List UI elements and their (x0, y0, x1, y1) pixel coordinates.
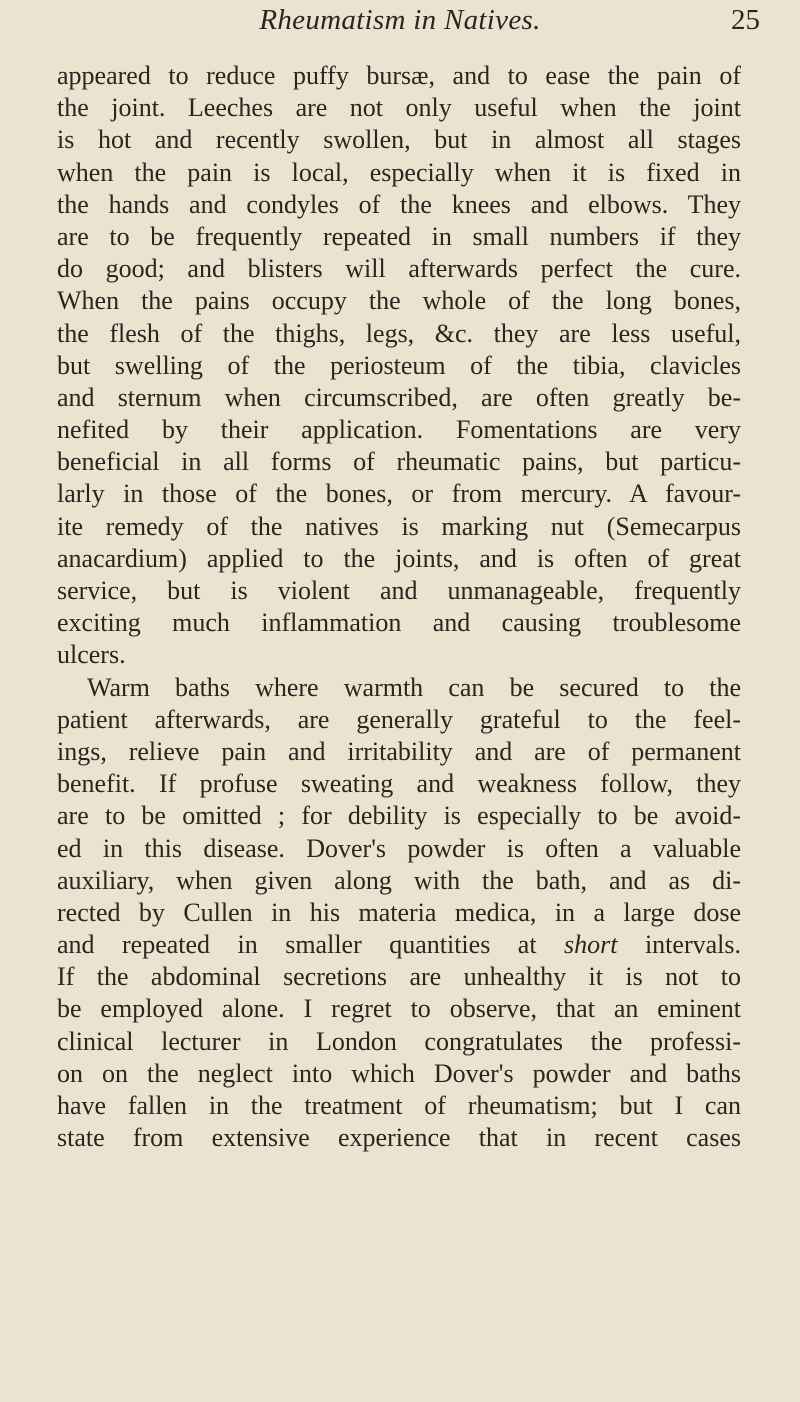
text-line: rected by Cullen in his materia medica, in a large dose (57, 897, 741, 927)
text-line: is hot and recently swollen, but in almost all stages (57, 125, 741, 155)
text-line: When the pains occupy the whole of the long bones, (57, 286, 741, 316)
text-line: and repeated in smaller quantities at short intervals. (57, 930, 741, 960)
emphasis-word: short (564, 930, 618, 960)
body-text (57, 60, 741, 1154)
text-line: state from extensive experience that in recent cases (57, 1123, 741, 1153)
running-head (0, 4, 800, 54)
text-line: benefit. If profuse sweating and weakness follow, they (57, 769, 741, 799)
text-line: do good; and blisters will afterwards perfect the cure. (57, 254, 741, 284)
text-line: be employed alone. I regret to observe, that an eminent (57, 994, 741, 1024)
text-line: ulcers. (57, 640, 126, 670)
text-line: and sternum when circumscribed, are often greatly be- (57, 382, 741, 412)
text-line: when the pain is local, especially when it is fixed in (57, 157, 741, 187)
paragraph-2 (57, 672, 741, 1155)
text-line: the flesh of the thighs, legs, &c. they are less useful, (57, 318, 741, 348)
text-line: clinical lecturer in London congratulates the professi- (57, 1026, 741, 1056)
text-line: ite remedy of the natives is marking nut (Semecarpus (57, 511, 741, 541)
text-line: the hands and condyles of the knees and elbows. They (57, 189, 741, 219)
text-line: nefited by their application. Fomentations are very (57, 415, 741, 445)
running-title: Rheumatism in Natives. (259, 4, 541, 36)
text-line: have fallen in the treatment of rheumatism; but I can (57, 1091, 741, 1120)
text-line: larly in those of the bones, or from mercury. A favour- (57, 479, 741, 509)
paragraph-1 (57, 60, 741, 672)
text-line: beneficial in all forms of rheumatic pains, but particu- (57, 447, 741, 477)
text-line: exciting much inflammation and causing troublesome (57, 608, 741, 638)
text-line: are to be frequently repeated in small numbers if they (57, 221, 741, 251)
page-number: 25 (731, 4, 760, 36)
text-line: the joint. Leeches are not only useful when the joint (57, 93, 741, 123)
text-line: service, but is violent and unmanageable, frequently (57, 576, 741, 605)
text-line: ings, relieve pain and irritability and are of permanent (57, 736, 741, 766)
text-line: are to be omitted ; for debility is especially to be avoid- (57, 801, 741, 831)
text-line: but swelling of the periosteum of the tibia, clavicles (57, 350, 741, 380)
text-line: If the abdominal secretions are unhealthy it is not to (57, 962, 741, 992)
text-line: ed in this disease. Dover's powder is often a valuable (57, 833, 741, 863)
text-line: anacardium) applied to the joints, and is often of great (57, 543, 741, 573)
text-line: Warm baths where warmth can be secured to the (87, 672, 741, 702)
text-line: auxiliary, when given along with the bath, and as di- (57, 865, 741, 895)
text-line: patient afterwards, are generally grateful to the feel- (57, 704, 741, 734)
text-line: appeared to reduce puffy bursæ, and to ease the pain of (57, 61, 741, 90)
text-line: on on the neglect into which Dover's powder and baths (57, 1058, 741, 1088)
